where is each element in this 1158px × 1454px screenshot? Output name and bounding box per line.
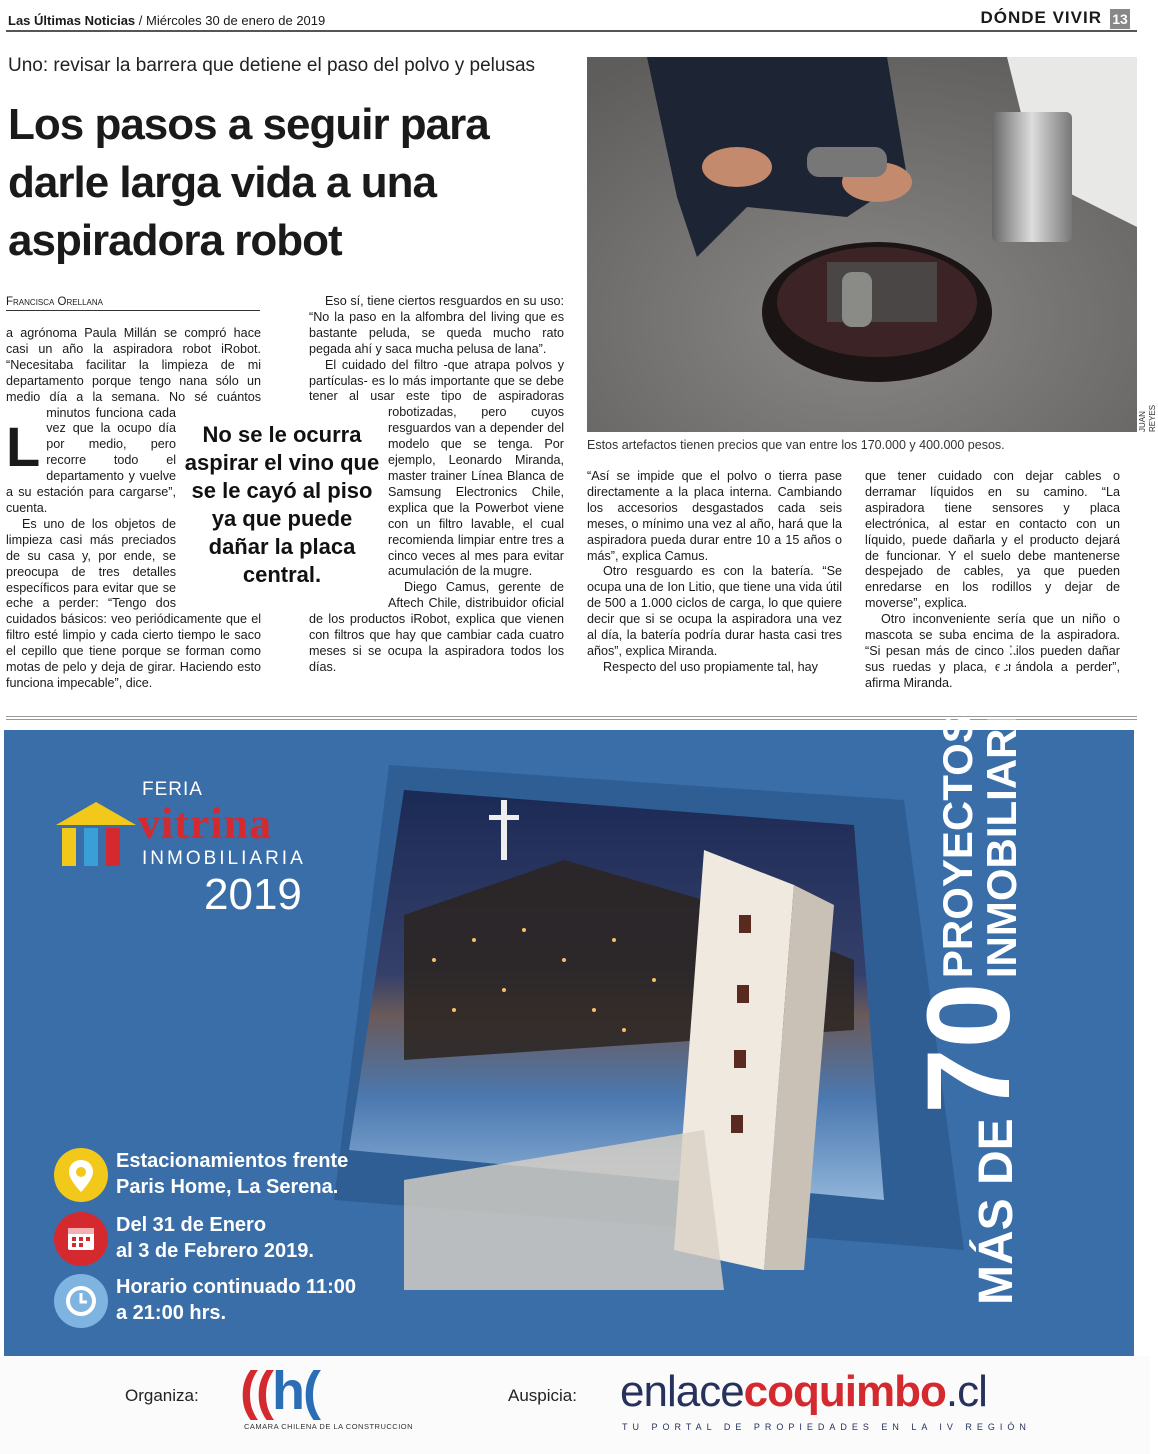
slogan-mas-de: MÁS DE xyxy=(970,1118,1023,1305)
info-line: Estacionamientos frente xyxy=(116,1150,349,1172)
paragraph: Eso sí, tiene ciertos resguardos en su uso: “No la paso en la alfombra del living que es bastante peluda, se queda mucho rato pegada ahí y saca mucha pelusa de lana”. xyxy=(309,294,564,356)
photo-caption: Estos artefactos tienen precios que van entre los 170.000 y 400.000 pesos. xyxy=(587,438,1005,452)
info-hours xyxy=(116,1274,356,1326)
logo-feria: FERIA xyxy=(142,779,203,800)
article-kicker: Uno: revisar la barrera que detiene el paso del polvo y pelusas xyxy=(8,55,536,76)
paragraph: que tener cuidado con dejar cables o derramar líquidos en su camino. “La aspiradora tiene sensores y placa electrónica, al estar en contacto con un líquido, puede dañarla y el producto dejará de funcionar. Y el suelo debe mantenerse despejado de cables, ya que pueden enredarse en los rodillos y dejar de moverse”, explica. xyxy=(865,469,1120,611)
article-photo xyxy=(587,57,1137,432)
info-line: a 21:00 hrs. xyxy=(116,1302,227,1324)
enlace-tagline: TU PORTAL DE PROPIEDADES EN LA IV REGIÓN xyxy=(622,1422,1031,1432)
publication-name: Las Últimas Noticias xyxy=(8,13,136,28)
info-line: Del 31 de Enero xyxy=(116,1214,267,1236)
photo-credit: JUAN REYES xyxy=(1138,404,1157,432)
location-pin-icon xyxy=(54,1148,108,1202)
cchc-name: CAMARA CHILENA DE LA CONSTRUCCION xyxy=(244,1422,414,1431)
calendar-icon xyxy=(54,1212,108,1266)
logo-vitrina: vitrina xyxy=(138,799,273,848)
advertisement-sponsors xyxy=(0,1356,1150,1454)
info-line: Horario continuado 11:00 xyxy=(116,1276,357,1298)
enlacecoquimbo-logo: enlacecoquimbo.cl xyxy=(620,1367,987,1416)
logo-year: 2019 xyxy=(204,870,302,919)
ad-slogan xyxy=(903,644,1035,1305)
section-title: DÓNDE VIVIR xyxy=(980,8,1102,27)
organiza-label: Organiza: xyxy=(125,1386,199,1405)
header-separator: / xyxy=(135,13,146,28)
clock-icon xyxy=(54,1274,108,1328)
article-column-3 xyxy=(587,469,842,676)
publication-date: Miércoles 30 de enero de 2019 xyxy=(146,13,326,28)
paragraph: El cuidado del filtro -que atrapa polvos y partículas- es lo más importante que se debe tener al usar este tipo de aspiradoras robotizadas, pero cuyos resguardos van a depender del modelo que se tenga. Por ejemplo, Leonardo Miranda, master trainer Línea Blanca de Samsung Electronics Chile, explica que la Powerbot viene con un filtro lavable, el cual recomienda limpiar entre tres a cinco veces al mes para evitar acumulación de la mugre. xyxy=(309,357,564,579)
paragraph: Respecto del uso propiamente tal, hay xyxy=(603,659,818,674)
drop-cap: L xyxy=(6,415,41,478)
page-number: 13 xyxy=(1110,9,1130,29)
info-line: Paris Home, La Serena. xyxy=(116,1176,339,1198)
cchc-logo: ((h( xyxy=(240,1361,319,1421)
slogan-number: 70 xyxy=(903,982,1035,1114)
info-line: al 3 de Febrero 2019. xyxy=(116,1240,314,1262)
article-headline: Los pasos a seguir para darle larga vida a una aspiradora robot xyxy=(8,100,489,265)
header-rule xyxy=(6,30,1137,32)
paragraph: Diego Camus, gerente de Aftech Chile, distribuidor oficial de los productos iRobot, explica que vienen con filtros que hay que cambiar cada cuatro meses si se ocupa la aspiradora todos los días. xyxy=(309,580,564,674)
paragraph: Otro resguardo es con la batería. “Se ocupa una de Ion Litio, que tiene una vida útil de 500 a 1.000 ciclos de carga, lo que quiere decir que si se ocupa la aspiradora una vez al día, la batería podría durar hasta casi tres años”, explica Miranda. xyxy=(587,564,842,658)
logo-inmobiliaria: INMOBILIARIA xyxy=(142,848,306,869)
paragraph: a agrónoma Paula Millán se compró hace casi un año la aspiradora robot iRobot. “Necesitaba facilitar la limpieza de mi departamento porque tengo nana sólo un medio día a la semana. No sé cuántos minutos funciona cada vez que la ocupo día por medio, pero recorre todo el departamento y vuelve a su estación para cargarse”, cuenta. xyxy=(6,326,261,515)
info-dates xyxy=(116,1212,314,1264)
pull-quote: No se le ocurra aspirar el vino que se le cayó al piso ya que puede dañar la placa central. xyxy=(184,422,380,587)
info-location xyxy=(116,1148,348,1200)
auspicia-label: Auspicia: xyxy=(508,1386,577,1405)
paragraph: Otro inconveniente sería que un niño o mascota se suba encima de la aspiradora. “Si pesan más de cinco kilos pueden dañar sus ruedas y placa, echándola a perder”, afirma Miranda. xyxy=(865,612,1120,690)
paragraph: Es uno de los objetos de limpieza casi más preciados de su casa y, por ende, se preocupa de tres detalles específicos para evitar que se eche a perder: “Tengo dos cuidados básicos: veo periódicamente que el filtro esté limpio y cada cierto tiempo le saco el cepillo que tiene porque se forman como motas de pelo y deja de girar. Haciendo esto funciona impecable”, dice. xyxy=(6,516,261,690)
article-byline: Francisca Orellana xyxy=(6,295,260,311)
slogan-text: PROYECTOS INMOBILIARIOS. xyxy=(934,644,1025,979)
publication-header xyxy=(8,13,325,28)
paragraph: “Así se impide que el polvo o tierra pase directamente a la placa interna. Cambiando los accesorios desgastados cada seis meses, o mínimo una vez al año, hará que la aspiradora pueda durar entre 10 a 15 años o más”, explica Camus. xyxy=(587,469,842,563)
